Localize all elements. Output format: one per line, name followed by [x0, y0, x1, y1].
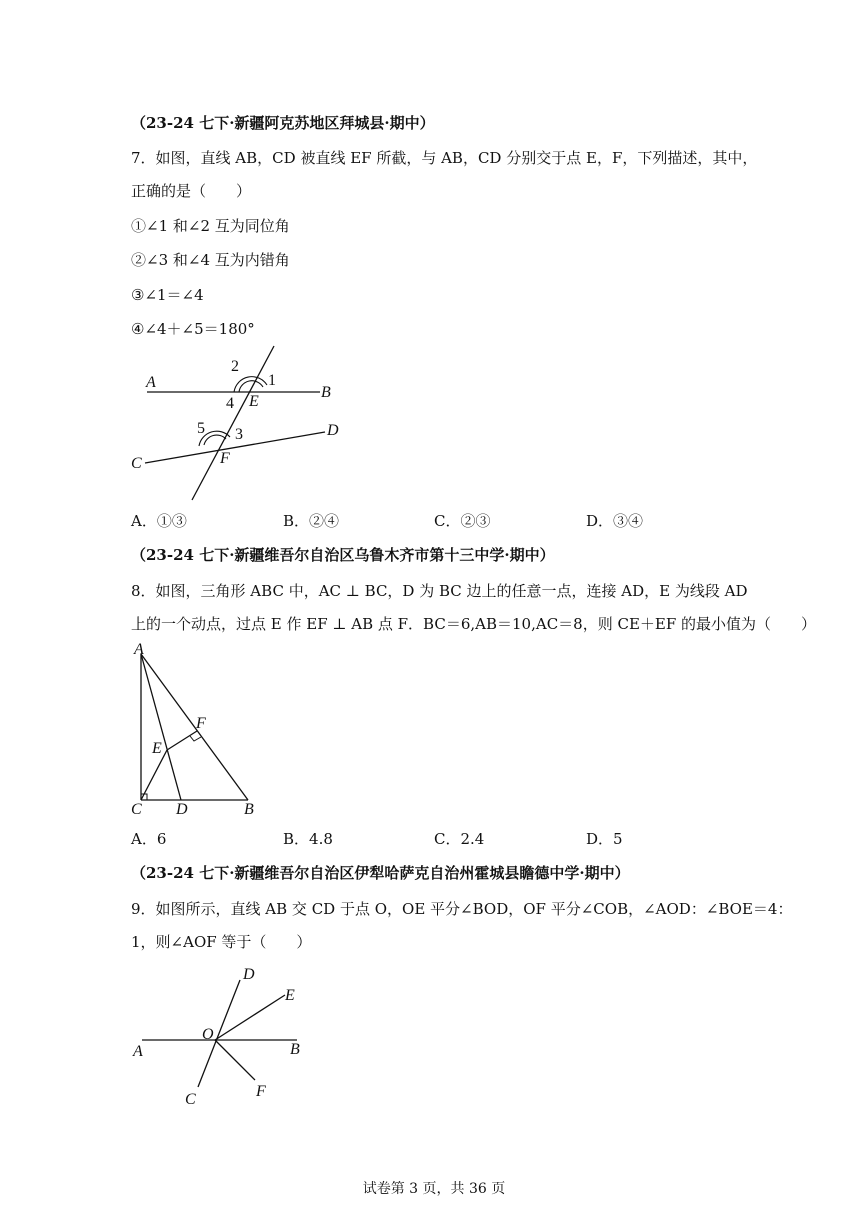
- q8-stem-line2: 上的一个动点，过点 E 作 EF ⊥ AB 点 F．BC＝6,AB＝10,AC＝8，则 CE＋EF 的最小值为（ ）: [131, 615, 817, 633]
- q7-source: （23-24 七下·新疆阿克苏地区拜城县·期中）: [131, 114, 435, 132]
- segment-ef: [167, 731, 197, 750]
- q7-option-b[interactable]: B．②④: [283, 512, 340, 530]
- q9-source: （23-24 七下·新疆维吾尔自治区伊犁哈萨克自治州霍城县瞻德中学·期中）: [131, 864, 630, 882]
- label-e: E: [152, 740, 162, 757]
- label-b: B: [321, 384, 331, 401]
- label-b: B: [244, 801, 254, 818]
- q8-figure: [125, 640, 275, 820]
- label-c: C: [131, 801, 142, 818]
- label-d: D: [243, 966, 255, 983]
- label-f: F: [220, 450, 230, 467]
- label-c: C: [131, 455, 142, 472]
- q8-option-a[interactable]: A．6: [131, 830, 167, 848]
- q8-source: （23-24 七下·新疆维吾尔自治区乌鲁木齐市第十三中学·期中）: [131, 546, 555, 564]
- angle-label-3: 3: [235, 426, 243, 443]
- q9-stem-line1: 9．如图所示，直线 AB 交 CD 于点 O，OE 平分∠BOD，OF 平分∠COB，∠AOD：∠BOE＝4：: [131, 900, 793, 918]
- q7-option-c[interactable]: C．②③: [434, 512, 491, 530]
- q9-stem-line2: 1，则∠AOF 等于（ ）: [131, 933, 312, 951]
- segment-ad: [141, 654, 181, 800]
- label-a: A: [134, 641, 144, 658]
- angle-label-5: 5: [197, 420, 205, 437]
- q8-option-d[interactable]: D．5: [586, 830, 623, 848]
- q7-stem-line2: 正确的是（ ）: [131, 182, 252, 200]
- angle-label-2: 2: [231, 358, 239, 375]
- angle-label-4: 4: [226, 395, 234, 412]
- label-e: E: [249, 393, 259, 410]
- label-b: B: [290, 1041, 300, 1058]
- q7-figure: [125, 340, 355, 505]
- label-f: F: [196, 715, 206, 732]
- q8-stem-line1: 8．如图，三角形 ABC 中，AC ⊥ BC，D 为 BC 边上的任意一点，连接 AD，E 为线段 AD: [131, 582, 748, 600]
- label-e: E: [285, 987, 295, 1004]
- q7-option-a[interactable]: A．①③: [131, 512, 187, 530]
- q8-option-c[interactable]: C．2.4: [434, 830, 485, 848]
- ray-of: [215, 1040, 255, 1080]
- q9-figure: [125, 962, 310, 1112]
- label-d: D: [176, 801, 188, 818]
- label-f: F: [256, 1083, 266, 1100]
- right-angle-f: [190, 736, 201, 741]
- label-o: O: [202, 1026, 214, 1043]
- q7-statement-3: ③∠1＝∠4: [131, 286, 204, 304]
- q7-statement-1: ①∠1 和∠2 互为同位角: [131, 217, 290, 235]
- label-d: D: [327, 422, 339, 439]
- q7-stem-line1: 7．如图，直线 AB，CD 被直线 EF 所截，与 AB，CD 分别交于点 E，F，下列描述，其中，: [131, 149, 758, 167]
- label-a: A: [146, 374, 156, 391]
- q7-option-d[interactable]: D．③④: [586, 512, 644, 530]
- q7-statement-2: ②∠3 和∠4 互为内错角: [131, 251, 290, 269]
- side-ab: [141, 654, 248, 800]
- label-a: A: [133, 1043, 143, 1060]
- label-c: C: [185, 1091, 196, 1108]
- segment-ce: [141, 750, 167, 800]
- page-footer: 试卷第 3 页，共 36 页: [362, 1181, 506, 1197]
- q7-statement-4: ④∠4＋∠5＝180°: [131, 320, 255, 338]
- angle-label-1: 1: [268, 372, 276, 389]
- q8-option-b[interactable]: B．4.8: [283, 830, 333, 848]
